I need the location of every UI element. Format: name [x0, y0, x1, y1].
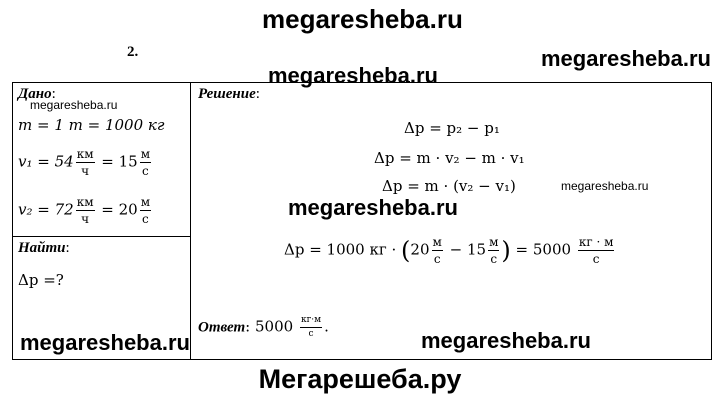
- find-heading: Найти:: [18, 240, 70, 256]
- column-divider: [190, 82, 191, 360]
- given-mass: m = 1 т = 1000 кг: [18, 116, 165, 134]
- watermark-top: megaresheba.ru: [262, 4, 463, 34]
- given-v1: v₁ = 54 $\frac{км}{ч}$ = 15 $\frac{м}{с}$: [18, 147, 151, 178]
- watermark-upper-right: megaresheba.ru: [541, 46, 711, 71]
- equation-1: Δp = p₂ − p₁: [404, 119, 500, 137]
- find-target: Δp =?: [18, 271, 64, 289]
- solution-heading: Решение:: [198, 86, 260, 102]
- answer-line: Ответ: 5000 $\frac{кг\cdot м}{с}$ .: [198, 315, 329, 339]
- footer-site-name: Мегарешеба.ру: [258, 364, 462, 394]
- equation-3: Δp = m · (v₂ − v₁): [382, 177, 516, 195]
- equation-2: Δp = m · v₂ − m · v₁: [374, 149, 525, 167]
- given-heading: Дано:: [18, 86, 56, 102]
- given-v2: v₂ = 72 $\frac{км}{ч}$ = 20 $\frac{м}{с}$: [18, 195, 151, 226]
- watermark-bottom-right: megaresheba.ru: [421, 328, 591, 353]
- equation-4: Δp = 1000 кг · (20 $\frac{м}{с}$ − 15 $\frac{м}{с}$ ) = 5000 $\frac{кг \cdot м}{с}$: [284, 235, 614, 266]
- watermark-given-small: megaresheba.ru: [30, 98, 118, 112]
- watermark-solution-small: megaresheba.ru: [561, 179, 649, 193]
- watermark-over-table: megaresheba.ru: [268, 63, 438, 88]
- problem-number: 2.: [127, 44, 139, 60]
- row-divider: [12, 236, 191, 237]
- watermark-bottom-left: megaresheba.ru: [20, 330, 190, 355]
- watermark-mid-center: megaresheba.ru: [288, 195, 458, 220]
